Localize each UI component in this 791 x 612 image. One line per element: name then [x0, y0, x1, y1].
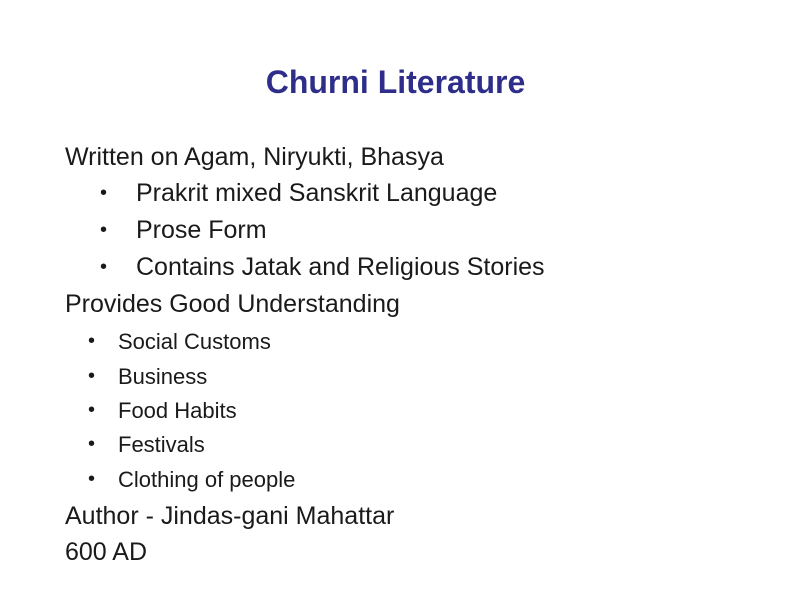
section1-heading: Written on Agam, Niryukti, Bhasya	[65, 143, 444, 171]
section1-item	[100, 215, 267, 245]
section1-item-label: Prakrit mixed Sanskrit Language	[136, 179, 498, 207]
section2-item-label: Festivals	[118, 432, 205, 457]
bullet-icon: •	[88, 468, 96, 490]
section2-item-label: Social Customs	[118, 329, 271, 354]
bullet-icon: •	[100, 256, 108, 278]
bullet-icon: •	[100, 182, 108, 204]
bullet-icon: •	[88, 399, 96, 421]
bullet-icon: •	[100, 219, 108, 241]
section2-heading: Provides Good Understanding	[65, 290, 400, 318]
section1-item-label: Contains Jatak and Religious Stories	[136, 253, 545, 281]
section2-item	[88, 431, 205, 458]
section2-item	[88, 363, 207, 390]
section2-item	[88, 328, 271, 355]
bullet-icon: •	[88, 330, 96, 352]
section2-item	[88, 466, 295, 493]
section2-item-label: Business	[118, 364, 208, 389]
author-line: Author - Jindas-gani Mahattar	[65, 502, 395, 530]
section1-item	[100, 252, 545, 282]
section2-item	[88, 397, 237, 424]
section1-item-label: Prose Form	[136, 216, 267, 244]
bullet-icon: •	[88, 365, 96, 387]
date-line: 600 AD	[65, 538, 148, 566]
bullet-icon: •	[88, 433, 96, 455]
section2-item-label: Clothing of people	[118, 467, 296, 492]
section1-item	[100, 178, 497, 208]
section2-item-label: Food Habits	[118, 398, 237, 423]
slide-title: Churni Literature	[265, 64, 526, 100]
